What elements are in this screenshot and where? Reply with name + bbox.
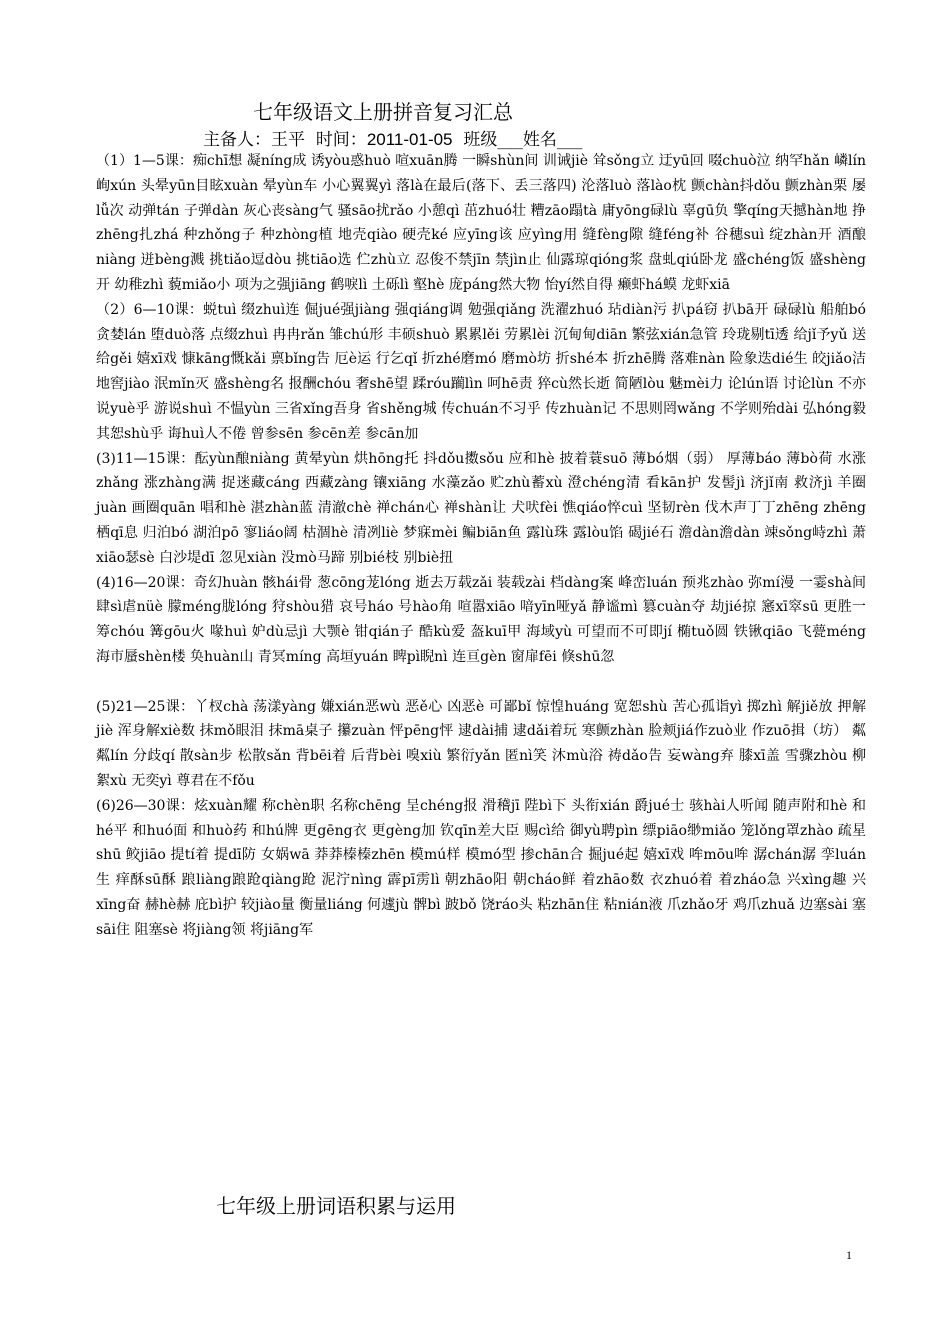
date: 2011-01-05: [366, 130, 453, 149]
document-title: 七年级语文上册拼音复习汇总: [253, 100, 513, 124]
preparer: 主备人：王平: [203, 130, 305, 150]
section-lessons-21-25: (5)21—25课：丫杈chà 荡漾yàng 嫌xián恶wù 恶ě心 凶恶è 可鄙bǐ 惊惶huáng 宽恕shù 苦心孤诣yì 掷zhì 解jiě放 押解jiè 浑身解xiè数 抹mǒ眼泪 抹mā桌子 攥zuàn 怦pēng怦 逮dài捕 逮dǎi着玩 寒颤zhàn 脸颊jiá作zuò业 作zuō揖（坊） 粼粼lín 分歧qí 散sàn步 松散sǎn 背bēi着 后背bèi 嗅xiù 繁衍yǎn 匿nì笑 沐mù浴 祷dǎo告 妄wàng弃 膝xī盖 雪骤zhòu 柳絮xù 无奕yì 尊君在不fǒu: [96, 698, 866, 789]
spacer: [305, 130, 316, 150]
section-title: 七年级上册词语积累与运用: [216, 1194, 456, 1218]
section-lessons-16-20: (4)16—20课：奇幻huàn 骸hái骨 葱cōng茏lóng 逝去万载zǎi 装载zài 档dàng案 峰峦luán 预兆zhào 弥mí漫 一霎shà间 肆sì虐nüè 朦méng胧lóng 狩shòu猎 哀号háo 号hào角 喧嚣xiāo 喑yīn哑yǎ 静谧mì 篡cuàn夺 劫jié掠 窸xī窣sū 更胜一筹chóu 篝gōu火 喙huì 妒dù忌jì 大颚è 钳qián子 酷kù爱 盔kuī甲 海域yù 可望而不可即jí 椭tuǒ圆 铁锹qiāo 飞甍méng 海市蜃shèn楼 奂huàn山 青冥míng 高垣yuán 睥pì睨nì 连亘gèn 窗扉fēi 倏shū忽: [96, 574, 866, 665]
class-name-field: 班级___姓名___: [463, 130, 583, 150]
time-label: 时间：: [315, 130, 367, 150]
document-subtitle: [203, 125, 582, 150]
section-lessons-6-10: （2）6—10课：蜕tuì 缀zhuì连 倔jué强jiàng 强qiáng调 勉强qiǎng 洗濯zhuó 玷diàn污 扒pá窃 扒bā开 碌碌lù 船舶bó 贪婪lán 堕duò落 点缀zhuì 冉冉rǎn 雏chú形 丰硕shuò 累累lěi 劳累lèi 沉甸甸diān 繁弦xián急管 玲珑剔tī透 给jǐ予yǔ 送给gěi 嬉xī戏 慷kāng慨kǎi 禀bǐng告 厄è运 行乞qǐ 折zhé磨mó 磨mò坊 折shé本 折zhē腾 落难nàn 险象迭dié生 皎jiǎo洁 地窖jiào 泯mǐn灭 盛shèng名 报酬chóu 奢shē望 蹂róu躏lìn 呵hē责 猝cù然长逝 简陋lòu 魅mèi力 论lún语 讨论lùn 不亦说yuè乎 游说shuì 不愠yùn 三省xǐng吾身 省shěng城 传chuán不习乎 传zhuàn记 不思则罔wǎng 不学则殆dài 弘hóng毅 其恕shù乎 诲huì人不倦 曾参sēn 参cēn差 参cān加: [96, 301, 866, 442]
section-lessons-1-5: （1）1—5课：痴chī想 凝níng成 诱yòu惑huò 喧xuān腾 一瞬shùn间 训诫jiè 耸sǒng立 迂yū回 啜chuò泣 纳罕hǎn 嶙lín峋xún 头晕yūn目眩xuàn 晕yùn车 小心翼翼yì 落là在最后(落下、丢三落四) 沦落luò 落lào枕 颤chàn抖dǒu 颤zhàn栗 屡lǚ次 动弹tán 子弹dàn 灰心丧sàng气 骚sāo扰rǎo 小憩qì 茁zhuó壮 糟zāo蹋tà 庸yōng碌lù 辜gū负 擎qíng天撼hàn地 挣zhēng扎zhá 种zhǒng子 种zhòng植 地壳qiào 硬壳ké 应yīng该 应yìng用 缝fèng隙 缝féng补 谷穗suì 绽zhàn开 酒酿niàng 迸bèng溅 挑tiǎo逗dòu 挑tiāo选 伫zhù立 忍俊不禁jīn 禁jìn止 仙露琼qióng浆 盘虬qiú卧龙 盛chéng饭 盛shèng开 幼稚zhì 藐miǎo小 项为之强jiāng 鹤唳lì 土砾lì 壑hè 庞páng然大物 怡yí然自得 癞虾há蟆 龙虾xiā: [96, 153, 866, 293]
section-lessons-11-15: (3)11—15课：酝yùn酿niàng 黄晕yùn 烘hōng托 抖dǒu擞sǒu 应和hè 披着蓑suō 薄bó烟（弱） 厚薄báo 薄bò荷 水涨zhǎng 涨zhàng满 捉迷藏cáng 西藏zàng 镶xiāng 水藻zǎo 贮zhù蓄xù 澄chéng清 看kān护 发髻jì 济jǐ南 救济jì 羊圈juàn 画圈quān 唱和hè 湛zhàn蓝 清澈chè 禅chán心 禅shàn让 犬吠fèi 憔qiáo悴cuì 坚韧rèn 伐木声丁丁zhēng zhēng 栖qī息 归泊bó 湖泊pō 寥liáo阔 枯涸hè 清冽liè 梦寐mèi 鳊biān鱼 露lù珠 露lòu馅 碣jié石 澹dàn澹dàn 竦sǒng峙zhì 萧xiāo瑟sè 白沙堤dī 忽见xiàn 没mò马蹄 别bié枝 别biè扭: [96, 450, 866, 566]
section-lessons-26-30: (6)26—30课：炫xuàn耀 称chèn职 名称chēng 呈chéng报 滑稽jī 陛bì下 头衔xián 爵jué士 骇hài人听闻 随声附和hè 和hé平 和huó面 和huò药 和hú牌 更gēng衣 更gèng加 钦qīn差大臣 赐cì给 御yù聘pìn 缥piāo缈miǎo 笼lǒng罩zhào 疏星shū 鲛jiāo 提tí着 提dī防 女娲wā 莽莽榛榛zhēn 模mú样 模mó型 掺chān合 掘jué起 嬉xī戏 哞mōu哞 潺chán潺 孪luán生 痒酥sū酥 踉liàng踉跄qiàng跄 泥泞nìng 霹pī雳lì 朝zhāo阳 朝cháo鲜 着zhāo数 衣zhuó着 着zháo急 兴xìng趣 兴xīng奋 赫hè赫 庇bì护 较jiào量 衡量liáng 何遽jù 髀bì 跛bǒ 饶ráo头 粘zhān住 粘nián液 爪zhǎo牙 鸡爪zhuǎ 边塞sài 塞sāi住 阻塞sè 将jiàng领 将jiāng军: [96, 797, 866, 938]
spacer: [453, 130, 464, 150]
page-number: 1: [846, 1248, 852, 1262]
pinyin-body: [96, 149, 866, 943]
